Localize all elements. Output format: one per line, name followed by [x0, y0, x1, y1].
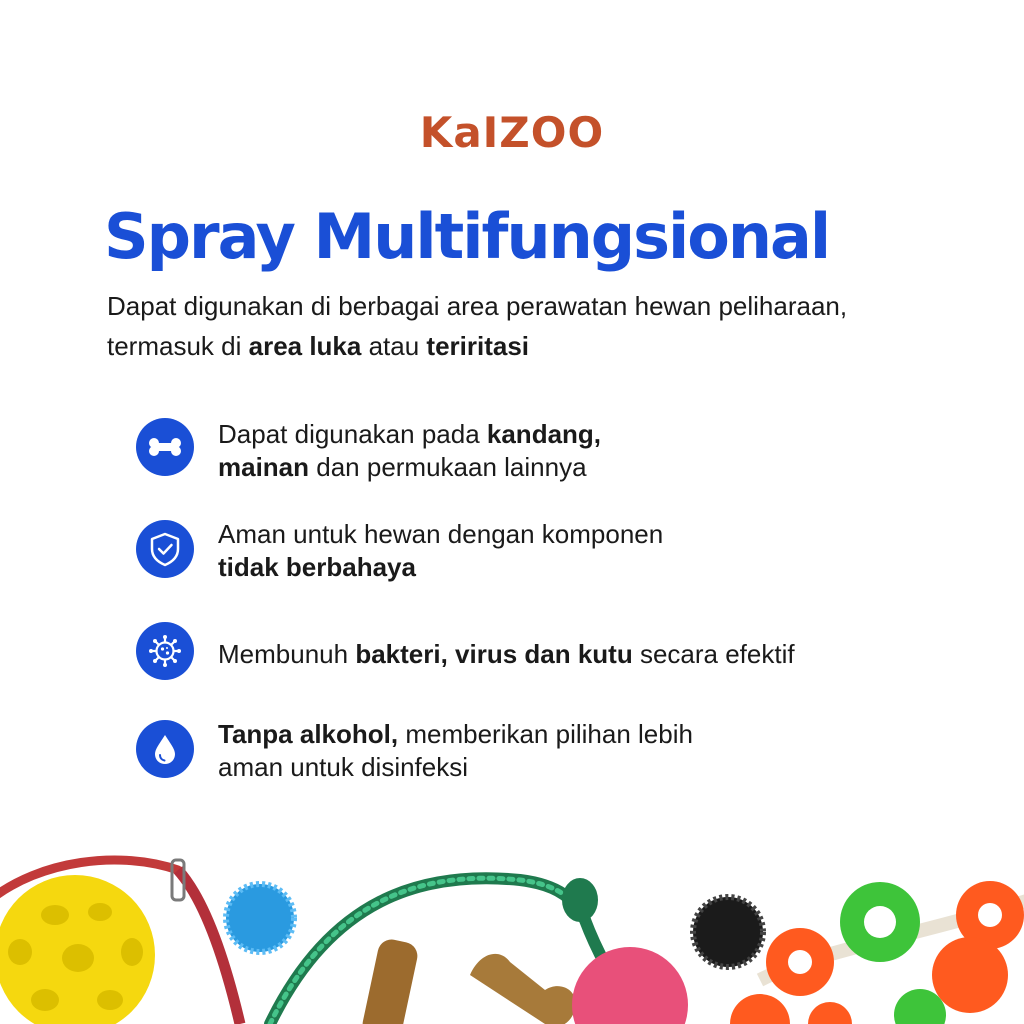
feature-text-bold: kandang, [486, 419, 602, 449]
subtitle-text: Dapat digunakan di berbagai area perawatan hewan peliharaan, termasuk di [107, 291, 848, 361]
chew-stick [360, 937, 420, 1024]
feature-text-normal: secara efektif [632, 639, 795, 669]
feature-item-alcohol-free [136, 718, 936, 788]
bone-icon [136, 418, 194, 476]
feature-line [218, 638, 795, 671]
feature-text-normal: Aman untuk hewan dengan komponen [218, 519, 664, 549]
feature-text-bold: mainan [218, 452, 310, 482]
feature-line [218, 518, 663, 551]
subtitle-connector: atau [361, 331, 427, 361]
feature-line [218, 451, 601, 484]
feature-text-normal: dan permukaan lainnya [309, 452, 587, 482]
subtitle-emphasis-irritated: teriritasi [426, 331, 530, 361]
rope-knot [562, 878, 598, 922]
feature-text-normal: Dapat digunakan pada [218, 419, 487, 449]
feature-item-surfaces [136, 418, 936, 488]
feature-line [218, 718, 693, 751]
feature-text-bold: bakteri, virus dan kutu [355, 639, 633, 669]
virus-icon [136, 622, 194, 680]
orange-ring [932, 937, 1008, 1013]
brand-logo: KaIZOO [419, 108, 605, 157]
feature-item-safe [136, 518, 936, 588]
water-drop-icon [136, 720, 194, 778]
feature-text-bold: Tanpa alkohol, [218, 719, 399, 749]
shield-check-icon [136, 520, 194, 578]
feature-text-safe [218, 518, 663, 584]
feature-text-normal: Membunuh [218, 639, 356, 669]
blue-spiky-ball [226, 884, 294, 952]
collar-strap [178, 870, 240, 1024]
feature-line [218, 418, 601, 451]
page-subtitle [107, 286, 907, 366]
feature-text-normal: aman untuk disinfeksi [218, 752, 469, 782]
pink-ball [572, 947, 688, 1024]
orange-ring [730, 994, 790, 1024]
feature-text-kills [218, 638, 795, 671]
black-spiky-ball [693, 897, 763, 967]
subtitle-emphasis-wound: area luka [248, 331, 362, 361]
pet-toys-illustration [0, 840, 1024, 1024]
feature-line [218, 551, 663, 584]
chew-bone [470, 954, 576, 1024]
orange-ring [808, 1002, 852, 1024]
page-title: Spray Multifungsional [104, 200, 830, 273]
feature-text-bold: tidak berbahaya [218, 552, 416, 582]
feature-text-surfaces [218, 418, 601, 484]
feature-line [218, 751, 693, 784]
feature-text-normal: memberikan pilihan lebih [398, 719, 693, 749]
feature-text-alcohol-free [218, 718, 693, 784]
feature-item-kills [136, 622, 936, 692]
